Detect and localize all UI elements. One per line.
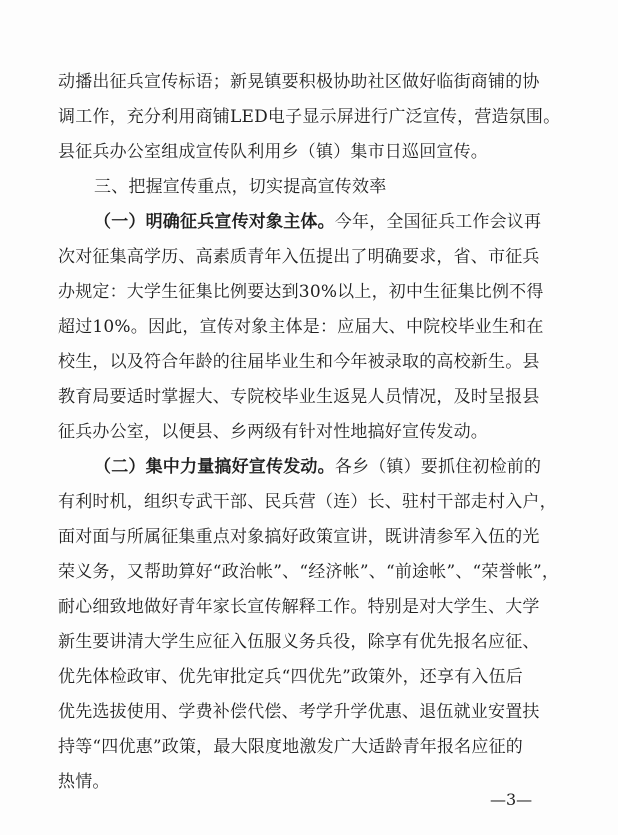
section-heading: 三、把握宣传重点，切实提高宣传效率 xyxy=(94,177,387,197)
subsection-heading: （一）明确征兵宣传对象主体。 xyxy=(94,212,335,232)
paragraph-line xyxy=(94,212,558,232)
paragraph-line: 办规定：大学生征集比例要达到30%以上，初中生征集比例不得 xyxy=(58,282,544,302)
paragraph-line xyxy=(94,457,558,477)
paragraph-line: 征兵办公室，以便县、乡两级有针对性地搞好宣传发动。 xyxy=(58,422,488,442)
paragraph-text: 各乡（镇）要抓住初检前的 xyxy=(334,457,542,477)
paragraph-line: 荣义务，又帮助算好“政治帐”、“经济帐”、“前途帐”、“荣誉帐”， xyxy=(58,562,560,582)
paragraph-line: 教育局要适时掌握大、专院校毕业生返晃人员情况，及时呈报县 xyxy=(58,387,540,407)
paragraph-text: 今年，全国征兵工作会议再 xyxy=(334,212,542,232)
paragraph-line: 新生要讲清大学生应征入伍服义务兵役，除享有优先报名应征、 xyxy=(58,632,540,652)
paragraph-line: 动播出征兵宣传标语；新晃镇要积极协助社区做好临街商铺的协 xyxy=(58,72,540,92)
paragraph-line: 优先体检政审、优先审批定兵“四优先”政策外，还享有入伍后 xyxy=(58,667,523,687)
paragraph-line: 调工作，充分利用商铺LED电子显示屏进行广泛宣传，营造氛围。 xyxy=(58,107,561,127)
paragraph-line: 有利时机，组织专武干部、民兵营（连）长、驻村干部走村入户， xyxy=(58,492,557,512)
paragraph-line: 持等“四优惠”政策，最大限度地激发广大适龄青年报名应征的 xyxy=(58,737,523,757)
subsection-heading: （二）集中力量搞好宣传发动。 xyxy=(94,457,335,477)
paragraph-line: 面对面与所属征集重点对象搞好政策宣讲，既讲清参军入伍的光 xyxy=(58,527,540,547)
paragraph-line: 校生，以及符合年龄的往届毕业生和今年被录取的高校新生。县 xyxy=(58,352,540,372)
paragraph-line: 超过10%。因此，宣传对象主体是：应届大、中院校毕业生和在 xyxy=(58,317,544,337)
paragraph-line: 次对征集高学历、高素质青年入伍提出了明确要求，省、市征兵 xyxy=(58,247,540,267)
paragraph-line: 热情。 xyxy=(58,772,110,792)
paragraph-line: 耐心细致地做好青年家长宣传解释工作。特别是对大学生、大学 xyxy=(58,597,540,617)
paragraph-line: 县征兵办公室组成宣传队利用乡（镇）集市日巡回宣传。 xyxy=(58,142,488,162)
page-number: —3— xyxy=(490,790,533,809)
paragraph-line: 优先选拔使用、学费补偿代偿、考学升学优惠、退伍就业安置扶 xyxy=(58,702,540,722)
